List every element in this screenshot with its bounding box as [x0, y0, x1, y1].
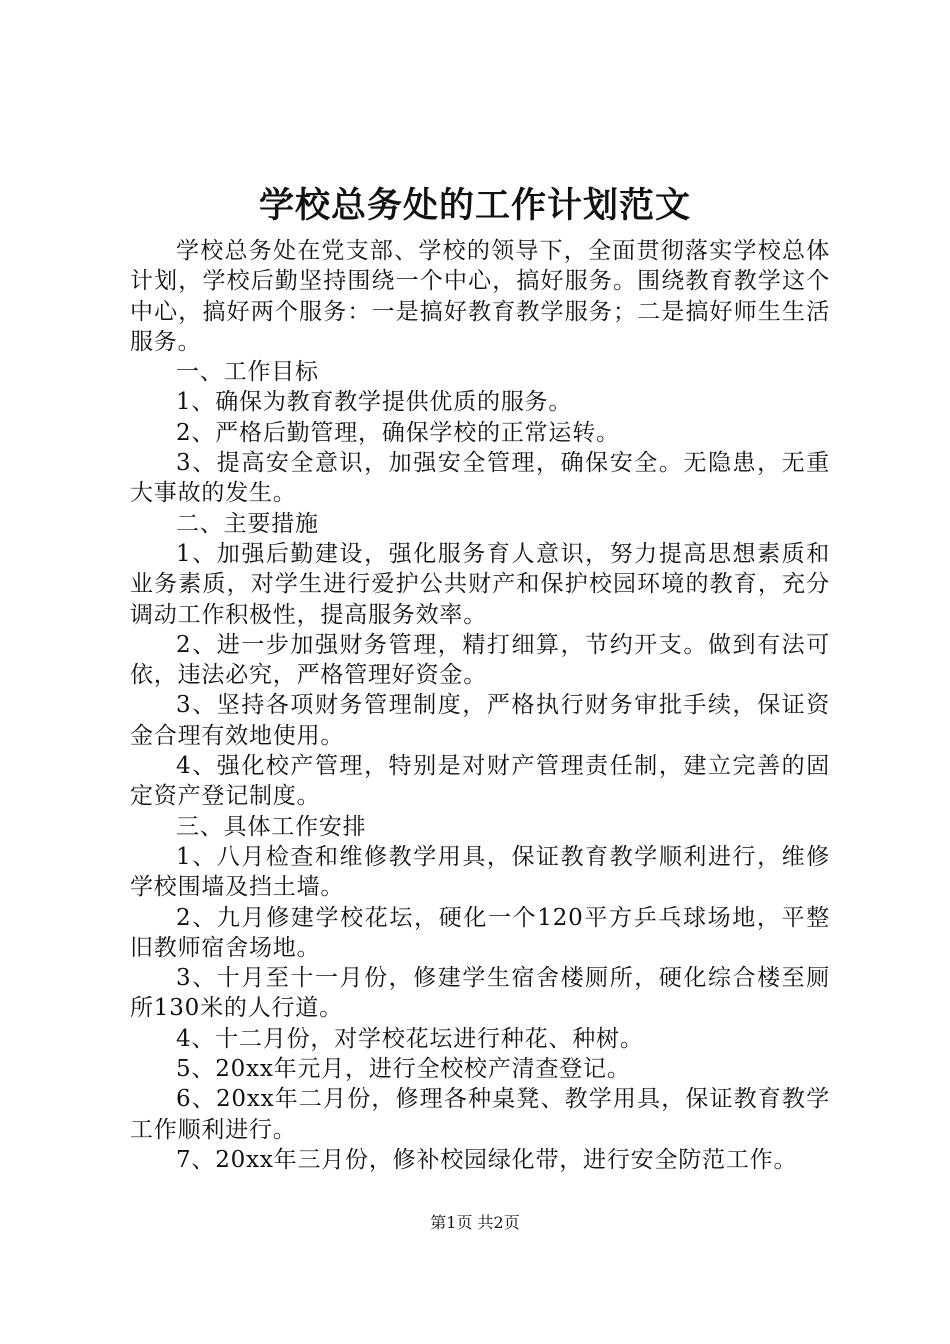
page-footer: 第1页 共2页	[430, 1213, 520, 1232]
paragraph-schedule-3: 3、十月至十一月份，修建学生宿舍楼厕所，硬化综合楼至厕所130米的人行道。	[130, 965, 830, 1022]
paragraph-measure-1: 1、加强后勤建设，强化服务育人意识，努力提高思想素质和业务素质，对学生进行爱护公共财产和保护校园环境的教育，充分调动工作积极性，提高服务效率。	[130, 540, 830, 628]
document-body	[130, 236, 830, 1175]
section-heading-measures: 二、主要措施	[176, 510, 319, 537]
paragraph-goal-1: 1、确保为教育教学提供优质的服务。	[176, 389, 573, 416]
paragraph-measure-2: 2、进一步加强财务管理，精打细算，节约开支。做到有法可依，违法必究，严格管理好资金。	[130, 631, 830, 689]
paragraph-schedule-2: 2、九月修建学校花坛，硬化一个120平方乒乓球场地，平整旧教师宿舍场地。	[130, 904, 830, 961]
document-title: 学校总务处的工作计划范文	[258, 185, 691, 226]
paragraph-schedule-7: 7、20xx年三月份，修补校园绿化带，进行安全防范工作。	[176, 1146, 798, 1173]
paragraph-goal-3: 3、提高安全意识，加强安全管理，确保安全。无隐患，无重大事故的发生。	[130, 450, 830, 507]
paragraph-schedule-5: 5、20xx年元月，进行全校校产清查登记。	[176, 1056, 631, 1083]
paragraph-goal-2: 2、严格后勤管理，确保学校的正常运转。	[176, 419, 620, 446]
paragraph-schedule-6: 6、20xx年二月份，修理各种桌凳、教学用具，保证教育教学工作顺利进行。	[130, 1086, 830, 1143]
paragraph-schedule-1: 1、八月检查和维修教学用具，保证教育教学顺利进行，维修学校围墙及挡土墙。	[130, 843, 830, 901]
paragraph-measure-4: 4、强化校产管理，特别是对财产管理责任制，建立完善的固定资产登记制度。	[130, 753, 830, 810]
section-heading-goals: 一、工作目标	[176, 359, 319, 386]
paragraph-intro: 学校总务处在党支部、学校的领导下，全面贯彻落实学校总体计划，学校后勤坚持围绕一个中心，搞好服务。围绕教育教学这个中心，搞好两个服务：一是搞好教育教学服务；二是搞好师生生活服务。	[130, 238, 830, 355]
section-heading-schedule: 三、具体工作安排	[176, 813, 367, 840]
paragraph-schedule-4: 4、十二月份，对学校花坛进行种花、种树。	[176, 1025, 644, 1052]
paragraph-measure-3: 3、坚持各项财务管理制度，严格执行财务审批手续，保证资金合理有效地使用。	[130, 692, 830, 749]
